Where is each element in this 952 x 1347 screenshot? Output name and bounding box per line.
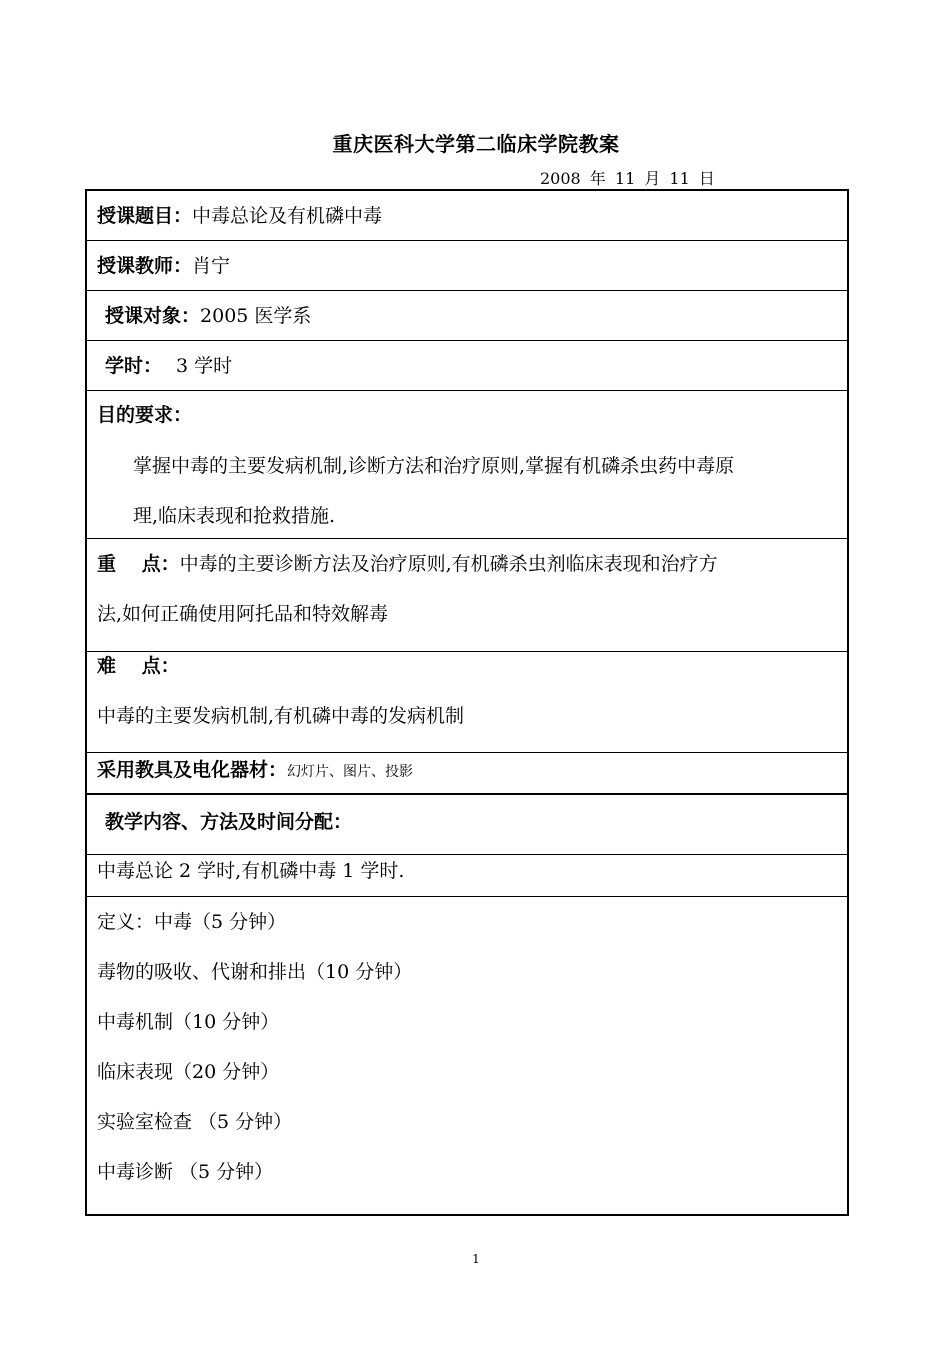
topic-label: 授课题目：: [97, 205, 193, 227]
key-points-label: 重 点：: [97, 553, 180, 575]
key-points-row: [87, 539, 847, 652]
hours-value: 3 学时: [176, 355, 233, 377]
objectives-row: [87, 391, 847, 539]
difficulties-text: 中毒的主要发病机制,有机磷中毒的发病机制: [97, 705, 465, 727]
audience-value: 2005 医学系: [200, 305, 312, 327]
audience-label: 授课对象：: [105, 305, 201, 327]
teacher-label: 授课教师：: [97, 255, 193, 277]
content-heading-row: [87, 795, 847, 855]
audience-row: [87, 291, 847, 341]
content-summary: 中毒总论 2 学时,有机磷中毒 1 学时.: [97, 860, 405, 882]
teacher-value: 肖宁: [192, 255, 231, 277]
content-item: 中毒诊断 （5 分钟）: [97, 1161, 274, 1183]
content-summary-row: [87, 855, 847, 897]
objectives-line-2: 理,临床表现和抢救措施.: [133, 505, 336, 527]
content-item: 实验室检查 （5 分钟）: [97, 1111, 293, 1133]
difficulties-label: 难 点：: [97, 655, 180, 677]
document-title: 重庆医科大学第二临床学院教案: [332, 132, 620, 156]
topic-value: 中毒总论及有机磷中毒: [192, 205, 383, 227]
key-points-line-2: 法,如何正确使用阿托品和特效解毒: [97, 603, 389, 625]
lesson-plan-table: [85, 189, 849, 1216]
content-item: 中毒机制（10 分钟）: [97, 1011, 280, 1033]
content-items-row: [87, 897, 847, 1216]
teacher-row: [87, 241, 847, 291]
objectives-line-1: 掌握中毒的主要发病机制,诊断方法和治疗原则,掌握有机磷杀虫药中毒原: [133, 455, 735, 477]
content-item: 临床表现（20 分钟）: [97, 1061, 280, 1083]
content-item: 毒物的吸收、代谢和排出（10 分钟）: [97, 961, 413, 983]
hours-label: 学时：: [105, 355, 163, 377]
materials-value: 幻灯片、图片、投影: [287, 764, 414, 780]
content-label: 教学内容、方法及时间分配：: [105, 811, 353, 833]
materials-row: [87, 753, 847, 795]
key-points-line-1: 中毒的主要诊断方法及治疗原则,有机磷杀虫剂临床表现和治疗方: [179, 553, 718, 575]
page-number: 1: [472, 1252, 480, 1266]
document-date: 2008 年 11 月 11 日: [540, 169, 715, 188]
topic-row: [87, 191, 847, 241]
difficulties-row: [87, 652, 847, 753]
content-item: 定义：中毒（5 分钟）: [97, 911, 287, 933]
hours-row: [87, 341, 847, 391]
materials-label: 采用教具及电化器材：: [97, 759, 288, 781]
objectives-label: 目的要求：: [97, 404, 193, 426]
